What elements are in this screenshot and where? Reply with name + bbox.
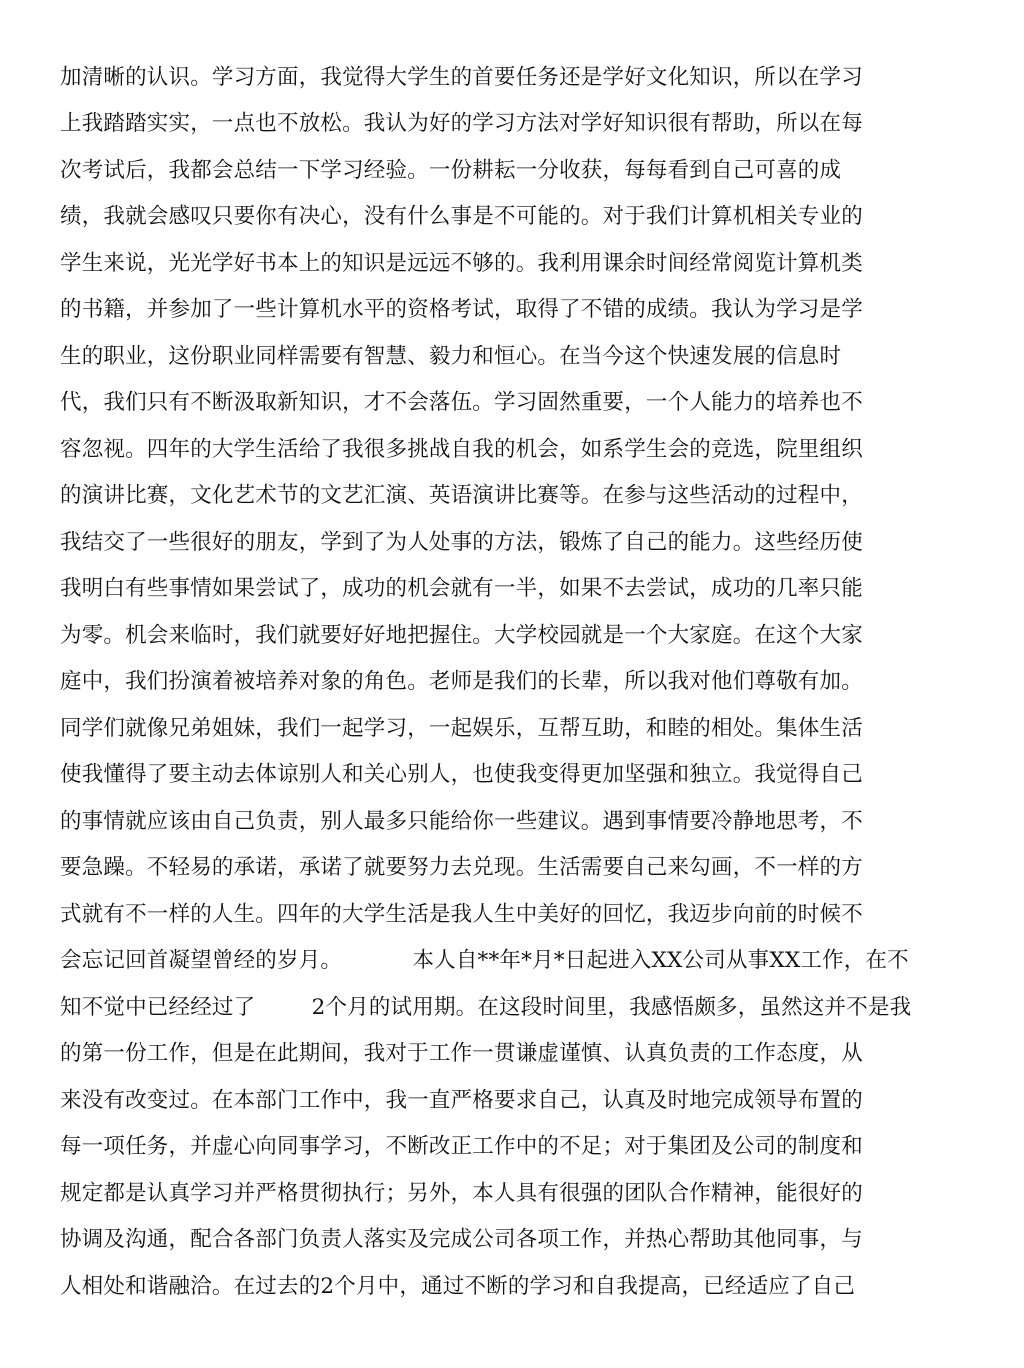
text-line: 同学们就像兄弟姐妹，我们一起学习，一起娱乐，互帮互助，和睦的相处。集体生活 (60, 716, 863, 741)
text-line: 为零。机会来临时，我们就要好好地把握住。大学校园就是一个大家庭。在这个大家 (60, 623, 863, 648)
text-line: 使我懂得了要主动去体谅别人和关心别人，也使我变得更加坚强和独立。我觉得自己 (60, 762, 863, 787)
text-line: 学生来说，光光学好书本上的知识是远远不够的。我利用课余时间经常阅览计算机类 (60, 251, 863, 276)
text-line: 次考试后，我都会总结一下学习经验。一份耕耘一分收获，每每看到自己可喜的成 (60, 158, 842, 183)
text-line: 的书籍，并参加了一些计算机水平的资格考试，取得了不错的成绩。我认为学习是学 (60, 297, 863, 322)
text-line: 容忽视。四年的大学生活给了我很多挑战自我的机会，如系学生会的竞选，院里组织 (60, 437, 863, 462)
text-line: 会忘记回首凝望曾经的岁月。 本人自**年*月*日起进入XX公司从事XX工作，在不 (60, 948, 909, 973)
text-line: 的第一份工作，但是在此期间，我对于工作一贯谦虚谨慎、认真负责的工作态度，从 (60, 1041, 863, 1066)
text-line: 知不觉中已经经过了 2个月的试用期。在这段时间里，我感悟颇多，虽然这并不是我 (60, 995, 912, 1020)
text-line: 庭中，我们扮演着被培养对象的角色。老师是我们的长辈，所以我对他们尊敬有加。 (60, 669, 863, 694)
text-line: 式就有不一样的人生。四年的大学生活是我人生中美好的回忆，我迈步向前的时候不 (60, 902, 863, 927)
text-line: 每一项任务，并虚心向同事学习，不断改正工作中的不足；对于集团及公司的制度和 (60, 1134, 863, 1159)
text-line: 的事情就应该由自己负责，别人最多只能给你一些建议。遇到事情要冷静地思考，不 (60, 809, 863, 834)
text-line: 加清晰的认识。学习方面，我觉得大学生的首要任务还是学好文化知识，所以在学习 (60, 65, 863, 90)
text-line: 生的职业，这份职业同样需要有智慧、毅力和恒心。在当今这个快速发展的信息时 (60, 344, 842, 369)
text-line: 要急躁。不轻易的承诺，承诺了就要努力去兑现。生活需要自己来勾画，不一样的方 (60, 855, 863, 880)
text-line: 来没有改变过。在本部门工作中，我一直严格要求自己，认真及时地完成领导布置的 (60, 1088, 863, 1113)
text-line: 的演讲比赛，文化艺术节的文艺汇演、英语演讲比赛等。在参与这些活动的过程中， (60, 483, 863, 508)
text-line: 人相处和谐融洽。在过去的2个月中，通过不断的学习和自我提高，已经适应了自己 (60, 1274, 856, 1299)
text-line: 我明白有些事情如果尝试了，成功的机会就有一半，如果不去尝试，成功的几率只能 (60, 576, 863, 601)
text-line: 代，我们只有不断汲取新知识，才不会落伍。学习固然重要，一个人能力的培养也不 (60, 390, 863, 415)
text-line: 我结交了一些很好的朋友，学到了为人处事的方法，锻炼了自己的能力。这些经历使 (60, 530, 863, 555)
text-line: 规定都是认真学习并严格贯彻执行；另外，本人具有很强的团队合作精神，能很好的 (60, 1181, 863, 1206)
text-line: 绩，我就会感叹只要你有决心，没有什么事是不可能的。对于我们计算机相关专业的 (60, 204, 863, 229)
text-line: 协调及沟通，配合各部门负责人落实及完成公司各项工作，并热心帮助其他同事，与 (60, 1227, 863, 1252)
text-line: 上我踏踏实实，一点也不放松。我认为好的学习方法对学好知识很有帮助，所以在每 (60, 111, 863, 136)
